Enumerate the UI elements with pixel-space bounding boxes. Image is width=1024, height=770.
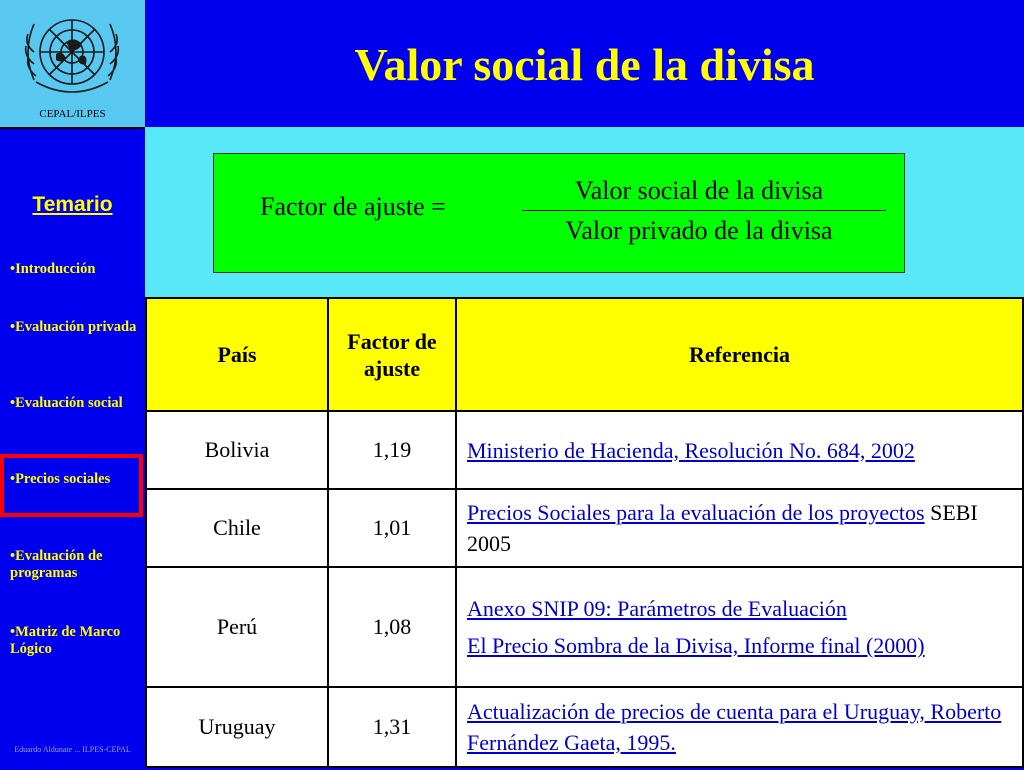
reference-link-secondary[interactable]: El Precio Sombra de la Divisa, Informe final (2000)	[467, 633, 925, 658]
cell-factor: 1,31	[328, 687, 456, 767]
logo-caption: CEPAL/ILPES	[39, 108, 106, 120]
title-bar	[145, 0, 1024, 127]
formula-box	[213, 153, 905, 273]
logo-panel	[0, 0, 145, 127]
table-row	[146, 567, 1023, 687]
header-pais: País	[146, 298, 328, 411]
formula-label: Factor de ajuste =	[260, 192, 446, 221]
cell-referencia	[456, 489, 1023, 567]
cell-pais: Perú	[146, 567, 328, 687]
cell-referencia	[456, 567, 1023, 687]
sidebar-item-introduccion[interactable]: •Introducción	[10, 261, 96, 277]
header-factor: Factor de ajuste	[328, 298, 456, 411]
factor-table	[145, 297, 1024, 768]
reference-link[interactable]: Precios Sociales para la evaluación de los proyectos	[467, 500, 925, 525]
sidebar-item-evaluacion-programas[interactable]: •Evaluación de programas	[10, 548, 103, 581]
sidebar-item-evaluacion-privada[interactable]: •Evaluación privada	[10, 319, 137, 335]
cell-pais: Bolivia	[146, 411, 328, 489]
table-row	[146, 411, 1023, 489]
sidebar	[0, 127, 145, 770]
sidebar-item-precios-sociales[interactable]: •Precios sociales	[10, 471, 111, 487]
reference-link[interactable]: Anexo SNIP 09: Parámetros de Evaluación	[467, 596, 847, 621]
reference-suffix: SEBI 2005	[467, 500, 978, 556]
cell-factor: 1,19	[328, 411, 456, 489]
formula-denominator: Valor privado de la divisa	[565, 216, 833, 245]
fraction-line	[522, 210, 886, 211]
sidebar-footer-note: Eduardo Aldunate ... ILPES-CEPAL	[14, 745, 131, 754]
sidebar-heading[interactable]: Temario	[32, 193, 113, 216]
cell-referencia	[456, 411, 1023, 489]
cell-referencia	[456, 687, 1023, 767]
sidebar-item-matriz-marco-logico[interactable]: •Matriz de Marco Lógico	[10, 624, 121, 657]
cell-pais: Uruguay	[146, 687, 328, 767]
cell-pais: Chile	[146, 489, 328, 567]
cell-factor: 1,01	[328, 489, 456, 567]
reference-link[interactable]: Ministerio de Hacienda, Resolución No. 684, 2002	[467, 437, 915, 463]
formula-numerator: Valor social de la divisa	[574, 176, 824, 205]
header-referencia: Referencia	[456, 298, 1023, 411]
reference-link[interactable]: Actualización de precios de cuenta para el Uruguay, Roberto Fernández Gaeta, 1995.	[467, 699, 1002, 755]
sidebar-item-evaluacion-social[interactable]: •Evaluación social	[10, 395, 123, 411]
table-header-row	[146, 298, 1023, 411]
un-emblem-icon	[12, 6, 132, 106]
table-row	[146, 489, 1023, 567]
slide-title: Valor social de la divisa	[354, 39, 815, 90]
table-row	[146, 687, 1023, 767]
cell-factor: 1,08	[328, 567, 456, 687]
